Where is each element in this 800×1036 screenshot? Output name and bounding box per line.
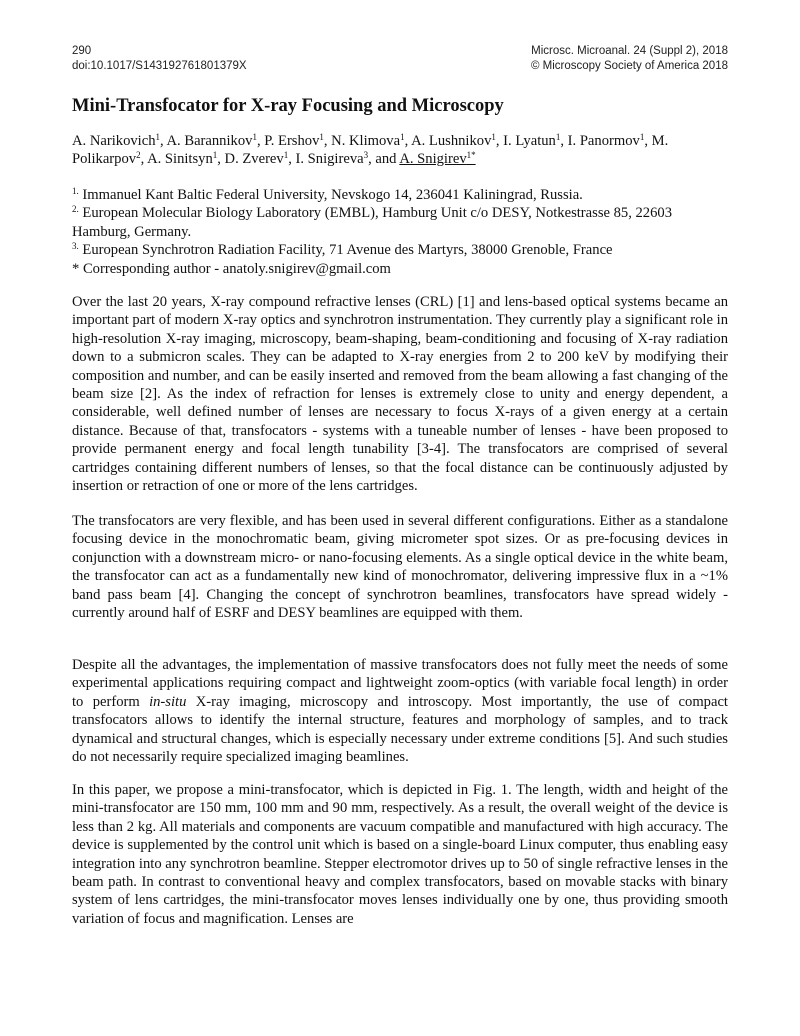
- affiliation-item: $^{2.}$ European Molecular Biology Laboratory (EMBL), Hamburg Unit c/o DESY, Notkestrasse 85, 22603 Hamburg, Germany.: [72, 204, 672, 240]
- header-right: [531, 44, 728, 74]
- affiliation-item: $^{3.}$ European Synchrotron Radiation Facility, 71 Avenue des Martyrs, 38000 Grenoble, France: [72, 241, 613, 259]
- author: I. Lyatun$^1$,: [503, 132, 568, 149]
- author: D. Zverev$^1$,: [224, 150, 296, 168]
- author: I. Snigireva$^3$, and: [295, 150, 400, 168]
- doi: doi:10.1017/S143192761801379X: [72, 60, 247, 72]
- paragraph-motivation: Despite all the advantages, the implementation of massive transfocators does not fully meet the needs of some experimental applications requiring compact and lightweight zoom-optics (with variable focal length) in order to perform in-situ X-ray imaging, microscopy and introscopy. Most importantly, the use of compact transfocators allows to identify the internal structure, features and morphology of samples, and to track dynamical and structural changes, which is especially necessary under extreme conditions [5]. And such studies do not necessarily require specialized imaging beamlines.: [72, 657, 728, 766]
- corresponding-email: * Corresponding author - anatoly.snigirev@gmail.com: [72, 260, 391, 277]
- author: M. Polikarpov$^2$,: [72, 133, 669, 168]
- author: A. Sinitsyn$^1$,: [147, 150, 225, 168]
- affiliations: [72, 186, 728, 278]
- italic-term: in-situ: [149, 693, 187, 710]
- author: I. Panormov$^1$,: [567, 132, 652, 149]
- corresponding-author: A. Snigirev$^{1*}$: [399, 150, 476, 168]
- paper-title: Mini-Transfocator for X-ray Focusing and Microscopy: [72, 96, 504, 116]
- copyright-notice: © Microscopy Society of America 2018: [530, 60, 728, 72]
- affiliation-item: $^{1.}$ Immanuel Kant Baltic Federal University, Nevskogo 14, 236041 Kaliningrad, Russia.: [72, 186, 583, 203]
- author: A. Lushnikov$^1$,: [411, 132, 504, 149]
- page-number: 290: [72, 45, 92, 57]
- author: N. Klimova$^1$,: [331, 132, 412, 149]
- paragraph-flexibility: The transfocators are very flexible, and has been used in several different configurations. Either as a standalone focusing device in the monochromatic beam, giving micrometer spot sizes. Or as pre-focusing devices in conjunction with a downstream micro- or nano-focusing elements. As a single optical device in the white beam, the transfocator can act as a fundamentally new kind of monochromator, delivering impressive flux in a ~1% band pass beam [4]. Changing the concept of synchrotron beamlines, transfocators have spread widely - currently around half of ESRF and DESY beamlines are equipped with them.: [72, 513, 728, 622]
- author: A. Narikovich$^1$,: [72, 132, 167, 149]
- journal-citation: Microsc. Microanal. 24 (Suppl 2), 2018: [531, 45, 728, 57]
- author-list: [72, 132, 728, 169]
- header-left: [72, 44, 247, 74]
- author: A. Barannikov$^1$,: [166, 132, 265, 149]
- paragraph-intro: Over the last 20 years, X-ray compound refractive lenses (CRL) [1] and lens-based optical systems became an important part of modern X-ray optics and synchrotron instrumentation. They currently play a significant role in high-resolution X-ray imaging, microscopy, beam-shaping, beam-conditioning and focusing of X-ray radiation down to a submicron scales. They can be adapted to X-ray energies from 2 to 200 keV by modifying their composition and number, and can be easily inserted and removed from the beam allowing a fast changing of the beam size [2]. As the index of refraction for lenses is extremely close to unity and energy dependent, a considerable, well defined number of lenses are necessary to focus X-rays of a given energy at a certain distance. Because of that, transfocators - systems with a tuneable number of lenses - have been proposed to provide permanent energy and focal length tunability [3-4]. The transfocators are comprised of several cartridges containing different numbers of lenses, so that the focal distance can be continuously adjusted by insertion or retraction of one or more of the lens cartridges.: [72, 294, 728, 495]
- paragraph-proposal: In this paper, we propose a mini-transfocator, which is depicted in Fig. 1. The length, width and height of the mini-transfocator are 150 mm, 100 mm and 90 mm, respectively. As a result, the overall weight of the device is less than 2 kg. All materials and components are vacuum compatible and manufactured with high accuracy. The device is supplemented by the control unit which is based on a single-board Linux computer, thus enabling easy integration into any synchrotron beamline. Stepper electromotor drives up to 50 of single refractive lenses in the beam path. In contrast to conventional heavy and complex transfocators, based on movable stacks with binary system of lens cartridges, the mini-transfocator moves lenses individually one by one, thus providing smooth variation of focus and magnification. Lenses are: [72, 782, 728, 927]
- author: P. Ershov$^1$,: [264, 132, 332, 149]
